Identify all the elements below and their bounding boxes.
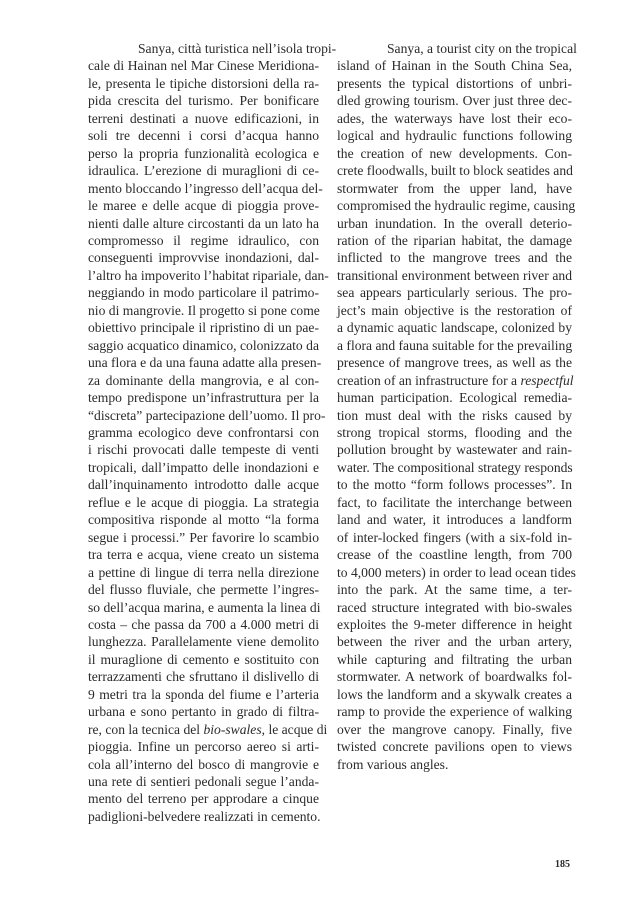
english-text-line: sea appears particularly serious. The pro- [337, 285, 572, 301]
italian-text-line: soli tre decenni i corsi d’acqua hanno [88, 128, 319, 144]
italian-text-line: segue i processi.” Per favorire lo scambio [88, 529, 319, 545]
italian-text-line: del flusso fluviale, che permette l’ingres- [88, 582, 319, 598]
english-text-line: while capturing and filtrating the urban [337, 651, 572, 667]
italian-text-line: le maree e delle acque di pioggia prove- [88, 198, 319, 214]
italian-text-line: Sanya, città turistica nell’isola tropi- [138, 41, 337, 56]
english-text-line: a dynamic aquatic landscape, colonized by [337, 320, 572, 336]
english-text-line: between the river and the urban artery, [337, 634, 572, 650]
english-text-line [337, 372, 572, 389]
english-text-line: logical and hydraulic functions following [337, 128, 572, 144]
italian-text-line: perso la propria funzionalità ecologica e [88, 145, 319, 161]
italian-text-line: i rischi provocati dalle tempeste di venti [88, 442, 319, 458]
italian-text-line: tempo predispone un’infrastruttura per la [88, 390, 319, 406]
italian-text-line: reflue e le acque di pioggia. La strategia [88, 494, 319, 510]
english-text-line: tion must deal with the risks caused by [337, 407, 572, 423]
english-text-line: compromised the hydraulic regime, causing [337, 198, 576, 214]
italian-text-line: mento del terreno per approdare a cinque [88, 791, 319, 807]
english-text-line: pollution brought by wastewater and rain- [337, 442, 572, 458]
italian-text-line: compromesso il regime idraulico, con [88, 232, 319, 248]
italian-text-line: padiglioni-belvedere realizzati in cemento. [88, 808, 321, 824]
italian-text-line: urbana e sono pertanto in grado di filtra- [88, 704, 319, 720]
english-text-column [337, 40, 577, 773]
english-text-line: ration of the riparian habitat, the damage [337, 232, 572, 248]
italic-term: bio-swales [203, 721, 262, 737]
english-text-line: ject’s main objective is the restoration of [337, 302, 572, 318]
english-text-line: land and water, it introduces a landform [337, 512, 572, 528]
italian-text-line: terrazzamenti che sfruttano il dislivello di [88, 669, 319, 685]
italian-text-line: neggiando in modo particolare il patrimo- [88, 285, 319, 301]
italian-text-line [88, 721, 328, 738]
english-text-line: ades, the waterways have lost their eco- [337, 110, 572, 126]
italian-text-line: le, presenta le tipiche distorsioni della ra- [88, 75, 319, 91]
english-text-line: from various angles. [337, 756, 449, 772]
italian-text-line: pioggia. Infine un percorso aereo si arti- [88, 739, 319, 755]
text-segment: creation of an infrastructure for a [337, 372, 521, 388]
english-text-line: crease of the coastline length, from 700 [337, 547, 572, 563]
english-text-line: of inter-locked fingers (with a six-fold in- [337, 529, 572, 545]
english-text-line: strong tropical storms, flooding and the [337, 424, 572, 440]
italian-text-line: idraulica. L’erezione di muraglioni di ce- [88, 163, 319, 179]
italian-text-line: mento bloccando l’ingresso dell’acqua del- [88, 180, 323, 196]
english-text-line: transitional environment between river and [337, 267, 572, 283]
italian-text-line: una flora e da una fauna adatte alla presen- [88, 355, 322, 371]
italian-text-column [88, 40, 337, 825]
english-text-line: to 4,000 meters) in order to lead ocean tides [337, 564, 576, 580]
italian-text-line: za dominante della mangrovia, e al con- [88, 372, 319, 388]
english-text-line: to the motto “form follows processes”. In [337, 477, 572, 493]
italian-text-line: 9 metri tra la sponda del fiume e l’arteria [88, 686, 319, 702]
italian-text-line: il muraglione di cemento e sostituito con [88, 651, 319, 667]
italian-text-line: cale di Hainan nel Mar Cinese Meridiona- [88, 58, 319, 74]
english-text-line: a flora and fauna suitable for the prevailing [337, 337, 573, 353]
english-text-line: raced structure integrated with bio-swales [337, 599, 572, 615]
italian-text-line: nienti dalle alture circostanti da un lato ha [88, 215, 319, 231]
page-number: 185 [555, 859, 570, 870]
english-text-line: stormwater from the upper land, have [337, 180, 572, 196]
text-segment: , le acque di [261, 721, 328, 737]
english-text-line: over the mangrove canopy. Finally, five [337, 721, 572, 737]
english-text-line: into the park. At the same time, a ter- [337, 582, 572, 598]
english-text-line: presence of mangrove trees, as well as the [337, 355, 572, 371]
italian-text-line: terreni destinati a nuove edificazioni, in [88, 110, 319, 126]
english-text-line: crete floodwalls, built to block seatides and [337, 163, 573, 179]
english-text-line: dled growing tourism. Over just three dec- [337, 93, 572, 109]
italian-text-line: “discreta” partecipazione dell’uomo. Il pro- [88, 407, 326, 423]
italian-text-line: nio di mangrovie. Il progetto si pone come [88, 302, 320, 318]
english-text-line: stormwater. A network of boardwalks fol- [337, 669, 572, 685]
italian-text-line: tra terra e acqua, viene creato un sistema [88, 547, 319, 563]
english-text-line: lows the landform and a skywalk creates a [337, 686, 572, 702]
english-text-line: twisted concrete pavilions open to views [337, 739, 572, 755]
italic-term: respectful [520, 372, 574, 388]
italian-text-line: una rete di sentieri pedonali segue l’anda- [88, 774, 319, 790]
text-segment: re, con la tecnica del [88, 721, 204, 737]
italian-text-line: cola all’interno del bosco di mangrovie e [88, 756, 319, 772]
italian-text-line: dall’inquinamento introdotto dalle acque [88, 477, 319, 493]
italian-text-line: l’altro ha impoverito l’habitat ripariale, dan- [88, 267, 329, 283]
english-text-line: the creation of new developments. Con- [337, 145, 572, 161]
english-text-line: human participation. Ecological remedia- [337, 390, 572, 406]
italian-text-line: tropicali, dall’impatto delle inondazioni e [88, 459, 319, 475]
italian-text-line: compositiva risponde al motto “la forma [88, 512, 319, 528]
english-text-line: urban inundation. In the overall deterio- [337, 215, 572, 231]
english-text-line: fact, to facilitate the interchange between [337, 494, 572, 510]
italian-text-line: gramma ecologico deve confrontarsi con [88, 424, 319, 440]
english-text-line: exploites the 9-meter difference in height [337, 616, 572, 632]
english-text-line: Sanya, a tourist city on the tropical [387, 41, 577, 56]
italian-text-line: costa – che passa da 700 a 4.000 metri di [88, 616, 319, 632]
english-text-line: inflicted to the mangrove trees and the [337, 250, 572, 266]
english-text-line: island of Hainan in the South China Sea, [337, 58, 572, 74]
italian-text-line: saggio acquatico dinamico, colonizzato da [88, 337, 319, 353]
italian-text-line: lunghezza. Parallelamente viene demolito [88, 634, 319, 650]
english-text-line: ramp to provide the experience of walking [337, 704, 572, 720]
english-text-line: water. The compositional strategy responds [337, 459, 573, 475]
italian-text-line: pida crescita del turismo. Per bonificare [88, 93, 319, 109]
italian-text-line: conseguenti improvvise inondazioni, dal- [88, 250, 319, 266]
italian-text-line: a pettine di lingue di terra nella direzione [88, 564, 319, 580]
italian-text-line: obiettivo principale il ripristino di un pae- [88, 320, 319, 336]
italian-text-line: so dell’acqua marina, e aumenta la linea di [88, 599, 321, 615]
english-text-line: presents the typical distortions of unbri- [337, 75, 572, 91]
